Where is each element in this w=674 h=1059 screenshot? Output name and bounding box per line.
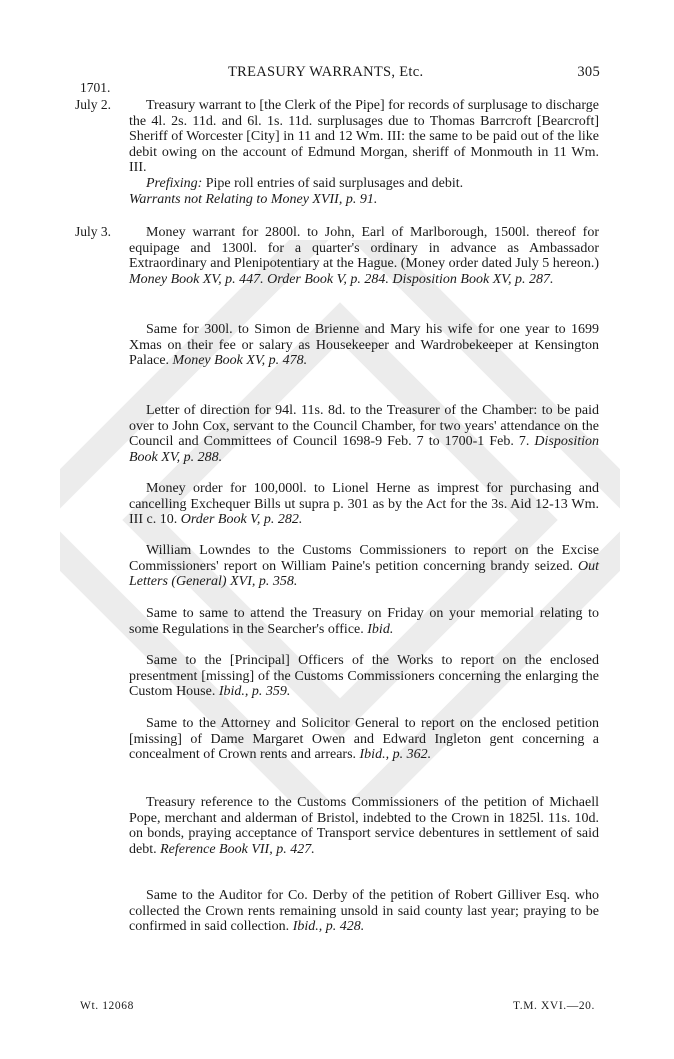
- entry-8: [129, 653, 599, 700]
- entry-3-text: Same for 300l. to Simon de Brienne and Mary his wife for one year to 1699 Xmas on their fee or salary as Housekeeper and Wardrobekeeper at Kensington Palace.: [129, 322, 599, 369]
- entry-6-ref: Out Letters (General) XVI, p. 358.: [129, 558, 600, 590]
- entry-6: [129, 543, 599, 590]
- entry-6-text: William Lowndes to the Customs Commissioners to report on the Excise Commissioners' report on William Paine's petition concerning brandy seized.: [129, 543, 599, 574]
- entry-5: [129, 481, 599, 528]
- entry-11-text: Same to the Auditor for Co. Derby of the petition of Robert Gilliver Esq. who collected the Crown rents remaining unsold in said county last year; praying to be confirmed in said collection.: [129, 888, 599, 935]
- entry-4: [129, 403, 599, 465]
- entry-10: [129, 795, 599, 857]
- entry-8-text: Same to the [Principal] Officers of the Works to report on the enclosed presentment [missing] of the Customs Commissioners concerning the enlarging the Custom House.: [129, 653, 599, 700]
- entry-3-ref: Money Book XV, p. 478.: [172, 353, 308, 369]
- entry-5-text: Money order for 100,000l. to Lionel Herne as imprest for purchasing and cancelling Exchequer Bills ut supra p. 301 as by the Act for the 3s. Aid 12-13 Wm. III c. 10.: [129, 481, 599, 528]
- entry-1-prefix-text: Pipe roll entries of said surplusages and debit.: [205, 175, 464, 191]
- entry-11-ref: Ibid., p. 428.: [292, 919, 365, 935]
- entry-7-ref: Ibid.: [367, 621, 394, 637]
- entry-8-ref: Ibid., p. 359.: [218, 684, 291, 700]
- entry-7-text: Same to same to attend the Treasury on Friday on your memorial relating to some Regulations in the Searcher's office.: [129, 606, 599, 637]
- entry-10-text: Treasury reference to the Customs Commissioners of the petition of Michaell Pope, merchant and alderman of Bristol, indebted to the Crown in 1825l. 11s. 10d. on bonds, praying acceptance of Transport service debentures in settlement of said debt.: [129, 795, 599, 857]
- entry-9-text: Same to the Attorney and Solicitor General to report on the enclosed petition [missing] of Dame Margaret Owen and Edward Ingleton gent concerning a concealment of Crown rents and arrears.: [129, 716, 599, 763]
- entry-2-text: Money warrant for 2800l. to John, Earl of Marlborough, 1500l. thereof for equipage and 1300l. for a quarter's ordinary in advance as Ambassador Extraordinary and Plenipotentiary at the Hague. (Money order dated July 5 hereon.): [129, 225, 600, 272]
- footer-printer-mark: Wt. 12068: [80, 1000, 134, 1012]
- entry-9: [129, 716, 599, 763]
- entry-1: [129, 98, 599, 207]
- margin-date-2: July 3.: [75, 224, 112, 239]
- entry-11: [129, 888, 599, 935]
- entry-1-text: Treasury warrant to [the Clerk of the Pipe] for records of surplusage to discharge the 4l. 2s. 11d. and 6l. 1s. 11d. surplusages due to Thomas Barrcroft [Bearcroft] Sheriff of Worcester [City] in 11 and 12 Wm. III: the same to be paid out of the like debit owing on the account of Edmund Morgan, sheriff of Monmouth in 11 Wm. III.: [129, 98, 599, 176]
- entry-10-ref: Reference Book VII, p. 427.: [160, 841, 315, 857]
- margin-date-1: July 2.: [75, 97, 112, 112]
- entry-2-ref: Money Book XV, p. 447. Order Book V, p. 284. Disposition Book XV, p. 287.: [129, 271, 554, 287]
- entry-4-ref: Disposition Book XV, p. 288.: [129, 434, 599, 465]
- entry-7: [129, 606, 599, 637]
- entry-1-prefix-label: Prefixing:: [146, 175, 203, 191]
- entry-3: [129, 322, 599, 369]
- entry-1-ref: Warrants not Relating to Money XVII, p. 91.: [129, 191, 378, 207]
- entry-5-ref: Order Book V, p. 282.: [180, 512, 303, 528]
- page-number: 305: [577, 64, 600, 80]
- footer-signature: T.M. XVI.—20.: [512, 1000, 595, 1012]
- margin-year: 1701.: [80, 80, 111, 95]
- entry-4-text: Letter of direction for 94l. 11s. 8d. to the Treasurer of the Chamber: to be paid over to John Cox, servant to the Council Chamber, for two years' attendance on the Council and Committees of Council 1698-9 Feb. 7 to 1700-1 Feb. 7.: [129, 403, 599, 450]
- entry-2: [129, 225, 599, 287]
- running-title: TREASURY WARRANTS, Etc.: [228, 64, 424, 80]
- entry-9-ref: Ibid., p. 362.: [359, 747, 432, 763]
